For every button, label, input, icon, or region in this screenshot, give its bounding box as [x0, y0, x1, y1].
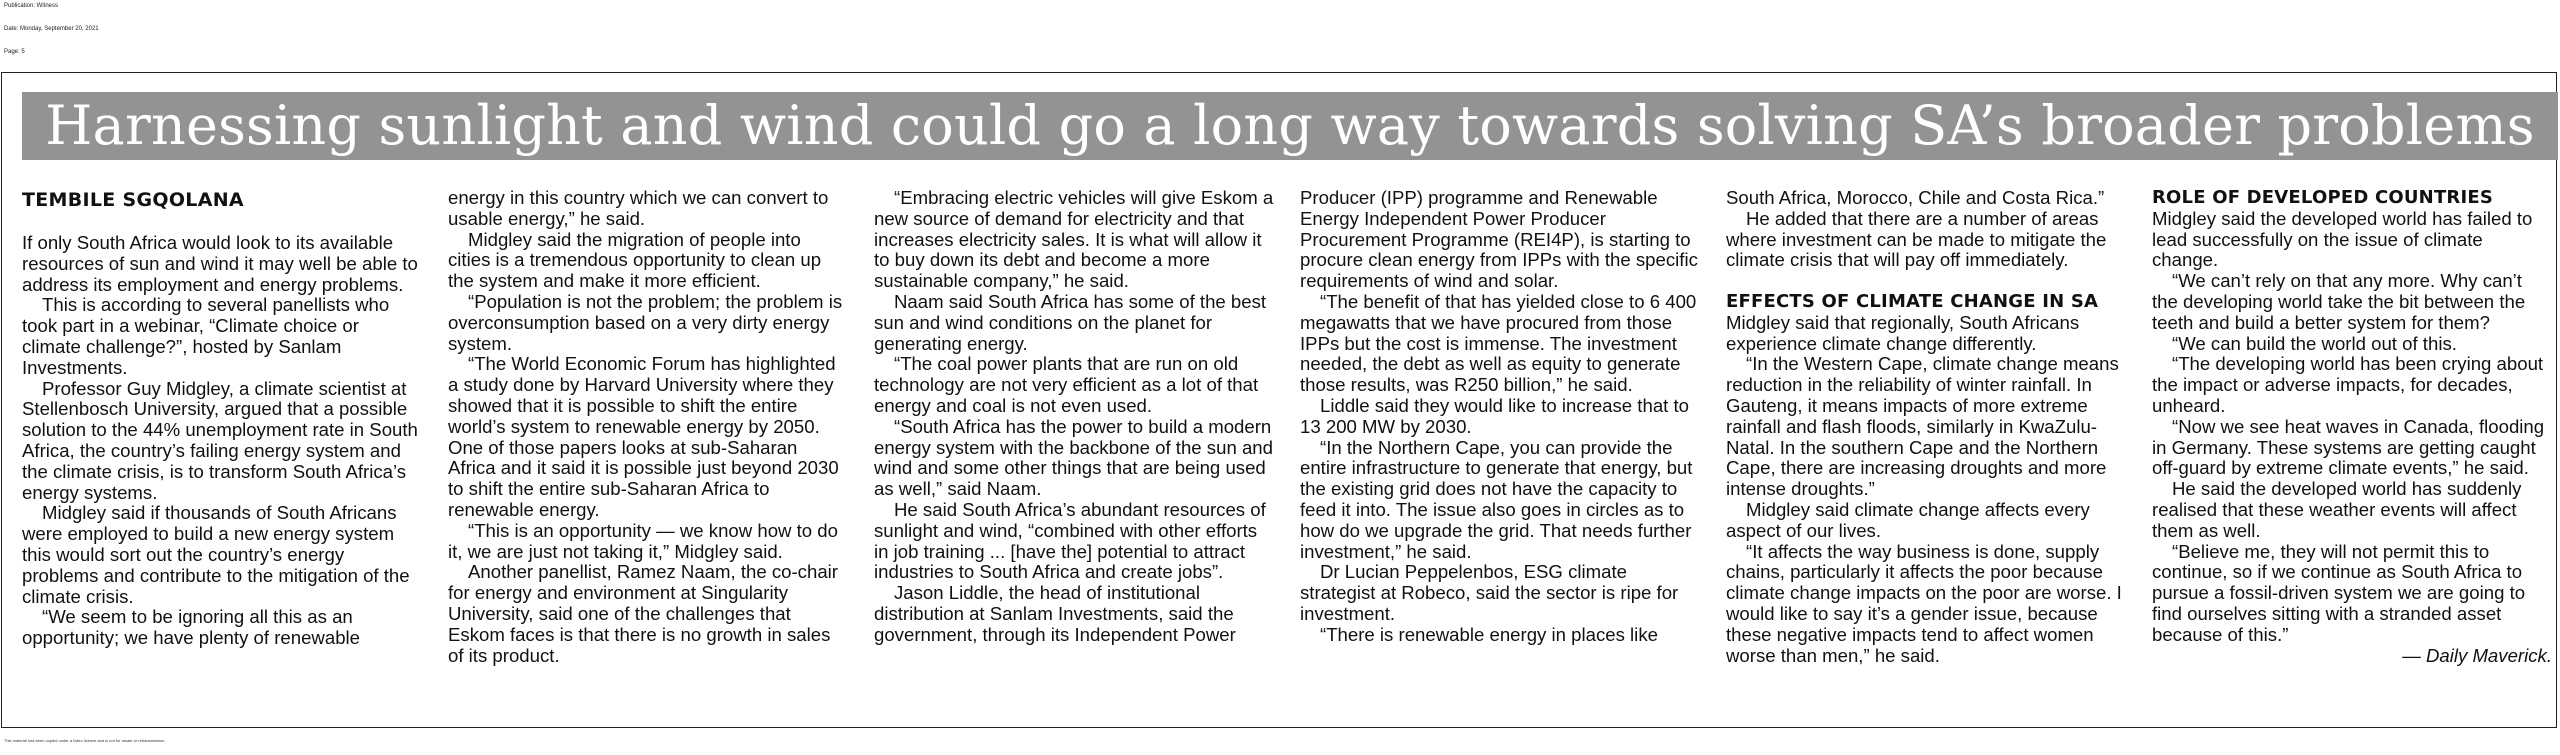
paragraph: energy in this country which we can convert to usable energy,” he said. — [448, 188, 829, 229]
paragraph: “The coal power plants that are run on old technology are not very efficient as a lot of that energy and coal is not even used. — [874, 353, 1259, 416]
publication-label: Publication: Witness — [4, 3, 59, 9]
paragraph: “We can build the world out of this. — [2172, 332, 2457, 354]
paragraph: He said the developed world has suddenly realised that these weather events will affect them as well. — [2152, 478, 2522, 541]
section-subhead-developed-countries: ROLE OF DEVELOPED COUNTRIES — [2152, 188, 2494, 208]
headline: Harnessing sunlight and wind could go a long way towards solving SA’s broader problems — [22, 92, 2558, 160]
paragraph: Producer (IPP) programme and Renewable Energy Independent Power Producer Procurement Programme (REI4P), is starting to procure clean energy from IPPs with the specific requirements of wind and solar. — [1300, 188, 1698, 292]
paragraph: “There is renewable energy in places like — [1320, 623, 1658, 645]
spacer — [1726, 271, 2126, 292]
paragraph: “Population is not the problem; the problem is overconsumption based on a very dirty energy system. — [448, 290, 843, 354]
paragraph: “The benefit of that has yielded close to 6 400 megawatts that we have procured from those IPPs but the cost is immense. The investment needed, the debt as well as equity to generate those results, was R250 billion,” he said. — [1300, 290, 1697, 396]
article-column-1 — [22, 188, 422, 730]
paragraph: Dr Lucian Peppelenbos, ESG climate strategist at Robeco, said the sector is ripe for investment. — [1300, 561, 1679, 624]
paragraph: Midgley said that regionally, South Africans experience climate change differently. — [1726, 311, 2080, 354]
paragraph: Another panellist, Ramez Naam, the co-chair for energy and environment at Singularity University, said one of the challenges that Eskom faces is that there is no growth in sales of its product. — [448, 561, 838, 666]
article-column-5 — [1726, 188, 2126, 730]
paragraph: “The developing world has been crying about the impact or adverse impacts, for decades, unheard. — [2152, 353, 2544, 416]
paragraph: Liddle said they would like to increase that to 13 200 MW by 2030. — [1300, 394, 1689, 437]
paragraph: Midgley said climate change affects every aspect of our lives. — [1726, 498, 2090, 541]
paragraph: “Embracing electric vehicles will give Eskom a new source of demand for electricity and that increases electricity sales. It is what will allow it to buy down its debt and become a more sustainable company,” he said. — [874, 188, 1274, 292]
paragraph: “Believe me, they will not permit this to continue, so if we continue as South Africa to pursue a fossil-driven system we are going to find ourselves sitting with a stranded asset because of this.” — [2152, 540, 2526, 645]
article-body — [22, 188, 2552, 730]
article-column-6 — [2152, 188, 2552, 730]
source-credit: — Daily Maverick. — [2402, 644, 2552, 666]
page-label: Page: 5 — [4, 49, 25, 55]
paragraph: He said South Africa’s abundant resources of sunlight and wind, “combined with other efforts in job training ... [have the] potential to attract industries to South Africa and create jobs”. — [874, 498, 1266, 583]
section-subhead-climate-effects: EFFECTS OF CLIMATE CHANGE IN SA — [1726, 290, 2099, 312]
article-column-3 — [874, 188, 1274, 730]
paragraph: If only South Africa would look to its available resources of sun and wind it may well be able to address its employment and energy problems. — [22, 232, 418, 295]
paragraph: “Now we see heat waves in Canada, flooding in Germany. These systems are getting caught off-guard by extreme climate events,” he said. — [2152, 415, 2545, 479]
article-column-4 — [1300, 188, 1700, 730]
date-label: Date: Monday, September 20, 2021 — [4, 26, 99, 32]
paragraph: “This is an opportunity — we know how to do it, we are just not taking it,” Midgley said. — [448, 519, 838, 562]
paragraph: “The World Economic Forum has highlighted a study done by Harvard University where they showed that it is possible to shift the entire world’s system to renewable energy by 2050. One of those papers looks at sub-Saharan Africa and it said it is possible just beyond 2030 to shift the entire sub-Saharan Africa to renewable energy. — [448, 353, 839, 520]
paragraph: “We seem to be ignoring all this as an opportunity; we have plenty of renewable — [22, 606, 361, 649]
paragraph: Naam said South Africa has some of the best sun and wind conditions on the planet for generating energy. — [874, 290, 1267, 354]
paragraph: Midgley said if thousands of South Africans were employed to build a new energy system this would sort out the country’s energy problems and contribute to the mitigation of the climate crisis. — [22, 502, 410, 607]
byline: TEMBILE SGQOLANA — [22, 189, 244, 211]
paragraph: Midgley said the migration of people into cities is a tremendous opportunity to clean up the system and make it more efficient. — [448, 228, 822, 292]
paragraph: “In the Northern Cape, you can provide the entire infrastructure to generate that energy, but the existing grid does not have the capacity to feed it into. The issue also goes in circles as to how do we upgrade the grid. That needs further investment,” he said. — [1300, 436, 1693, 562]
paragraph: He added that there are a number of areas where investment can be made to mitigate the climate crisis that will pay off immediately. — [1726, 207, 2107, 271]
paragraph: “It affects the way business is done, supply chains, particularly it affects the poor because climate change impacts on the poor are worse. I would like to say it’s a gender issue, because these negative impacts tend to affect women worse than men,” he said. — [1726, 540, 2122, 666]
paragraph: Professor Guy Midgley, a climate scientist at Stellenbosch University, argued that a possible solution to the 44% unemployment rate in South Africa, the country’s failing energy system and the climate crisis, is to transform South Africa’s energy systems. — [22, 377, 418, 503]
paragraph: South Africa, Morocco, Chile and Costa Rica.” — [1726, 188, 2105, 208]
paragraph: “In the Western Cape, climate change means reduction in the reliability of winter rainfall. In Gauteng, it means impacts of more extreme rainfall and flash floods, similarly in KwaZulu-Natal. In the southern Cape and the Northern Cape, there are increasing droughts and more intense droughts.” — [1726, 353, 2119, 500]
paragraph: Midgley said the developed world has failed to lead successfully on the issue of climate change. — [2152, 207, 2533, 271]
paragraph: “South Africa has the power to build a modern energy system with the backbone of the sun and wind and some other things that are being used as well,” said Naam. — [874, 415, 1273, 500]
paragraph: “We can’t rely on that any more. Why can’t the developing world take the bit between the teeth and build a better system for them? — [2152, 270, 2526, 333]
copyright-notice: This material has been copied under a Dalro licence and is not for resale or retransmission. — [4, 738, 166, 743]
article-column-2 — [448, 188, 848, 730]
paragraph: This is according to several panellists who took part in a webinar, “Climate choice or climate challenge?”, hosted by Sanlam Investments. — [22, 294, 390, 378]
paragraph: Jason Liddle, the head of institutional distribution at Sanlam Investments, said the government, through its Independent Power — [874, 582, 1236, 645]
